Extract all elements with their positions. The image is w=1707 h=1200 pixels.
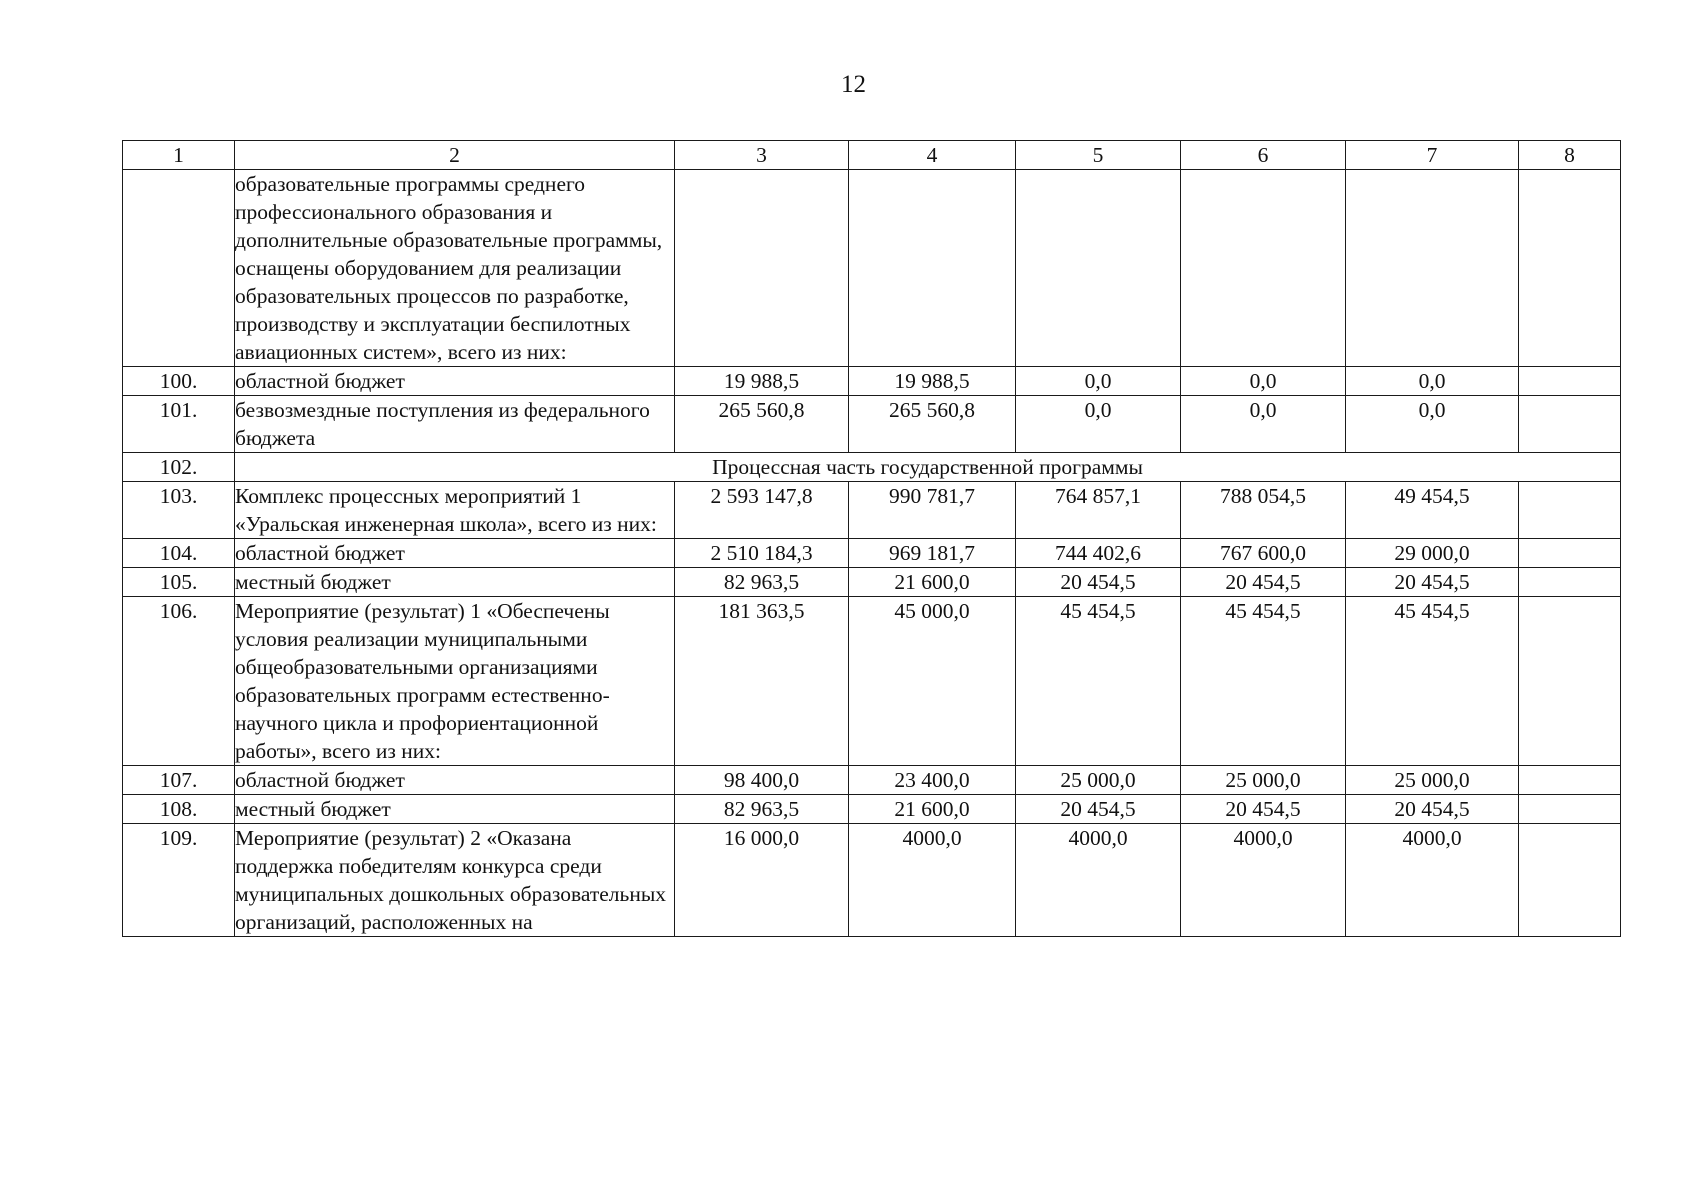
row-description: областной бюджет [235, 539, 675, 568]
value-col-5: 744 402,6 [1016, 539, 1181, 568]
value-col-7: 49 454,5 [1346, 482, 1519, 539]
value-col-6: 4000,0 [1181, 824, 1346, 937]
value-col-4: 19 988,5 [849, 367, 1016, 396]
value-col-3: 98 400,0 [675, 766, 849, 795]
header-col-3: 3 [675, 141, 849, 170]
row-description: Мероприятие (результат) 2 «Оказана поддержка победителям конкурса среди муниципальных дошкольных образовательных организаций, расположенных на [235, 824, 675, 937]
row-description: Мероприятие (результат) 1 «Обеспечены условия реализации муниципальными общеобразовательными организациями образовательных программ естественно-научного цикла и профориентационной работы», всего из них: [235, 597, 675, 766]
row-number: 104. [123, 539, 235, 568]
row-number: 106. [123, 597, 235, 766]
header-col-2: 2 [235, 141, 675, 170]
row-number: 107. [123, 766, 235, 795]
header-col-5: 5 [1016, 141, 1181, 170]
value-col-5: 4000,0 [1016, 824, 1181, 937]
row-description: местный бюджет [235, 795, 675, 824]
table-row [123, 482, 1621, 539]
value-col-8 [1519, 568, 1621, 597]
value-col-8 [1519, 597, 1621, 766]
value-col-8 [1519, 824, 1621, 937]
value-col-5: 0,0 [1016, 367, 1181, 396]
value-col-8 [1519, 766, 1621, 795]
table-row [123, 396, 1621, 453]
value-col-7: 0,0 [1346, 396, 1519, 453]
value-col-4: 21 600,0 [849, 568, 1016, 597]
section-row [123, 453, 1621, 482]
row-number: 105. [123, 568, 235, 597]
table-row [123, 597, 1621, 766]
value-col-6: 767 600,0 [1181, 539, 1346, 568]
value-col-7: 20 454,5 [1346, 568, 1519, 597]
value-col-6: 0,0 [1181, 396, 1346, 453]
value-col-3: 82 963,5 [675, 568, 849, 597]
header-row [123, 141, 1621, 170]
header-col-4: 4 [849, 141, 1016, 170]
value-col-6: 0,0 [1181, 367, 1346, 396]
value-col-6: 20 454,5 [1181, 568, 1346, 597]
page-number: 12 [841, 71, 866, 98]
row-description: безвозмездные поступления из федерального бюджета [235, 396, 675, 453]
row-description: областной бюджет [235, 766, 675, 795]
value-col-5: 764 857,1 [1016, 482, 1181, 539]
value-col-8 [1519, 367, 1621, 396]
value-col-5 [1016, 170, 1181, 367]
table-row [123, 766, 1621, 795]
budget-table [122, 140, 1621, 937]
value-col-8 [1519, 482, 1621, 539]
section-title: Процессная часть государственной программы [235, 453, 1621, 482]
header-col-8: 8 [1519, 141, 1621, 170]
value-col-4: 21 600,0 [849, 795, 1016, 824]
value-col-5: 25 000,0 [1016, 766, 1181, 795]
value-col-3: 265 560,8 [675, 396, 849, 453]
row-number: 103. [123, 482, 235, 539]
row-number [123, 170, 235, 367]
header-col-7: 7 [1346, 141, 1519, 170]
value-col-3: 82 963,5 [675, 795, 849, 824]
value-col-7: 0,0 [1346, 367, 1519, 396]
value-col-3 [675, 170, 849, 367]
value-col-8 [1519, 170, 1621, 367]
value-col-6: 788 054,5 [1181, 482, 1346, 539]
table-row [123, 795, 1621, 824]
row-description: областной бюджет [235, 367, 675, 396]
table-row [123, 367, 1621, 396]
value-col-5: 20 454,5 [1016, 568, 1181, 597]
value-col-3: 16 000,0 [675, 824, 849, 937]
value-col-3: 2 593 147,8 [675, 482, 849, 539]
row-number: 101. [123, 396, 235, 453]
value-col-4: 265 560,8 [849, 396, 1016, 453]
table-row [123, 824, 1621, 937]
row-description: местный бюджет [235, 568, 675, 597]
value-col-6 [1181, 170, 1346, 367]
row-number: 100. [123, 367, 235, 396]
value-col-6: 25 000,0 [1181, 766, 1346, 795]
value-col-4: 990 781,7 [849, 482, 1016, 539]
value-col-8 [1519, 795, 1621, 824]
header-col-6: 6 [1181, 141, 1346, 170]
value-col-7: 4000,0 [1346, 824, 1519, 937]
value-col-4: 23 400,0 [849, 766, 1016, 795]
header-col-1: 1 [123, 141, 235, 170]
value-col-3: 2 510 184,3 [675, 539, 849, 568]
table-row [123, 539, 1621, 568]
value-col-7: 29 000,0 [1346, 539, 1519, 568]
value-col-8 [1519, 396, 1621, 453]
value-col-3: 181 363,5 [675, 597, 849, 766]
value-col-4 [849, 170, 1016, 367]
row-number: 102. [123, 453, 235, 482]
value-col-4: 4000,0 [849, 824, 1016, 937]
value-col-6: 45 454,5 [1181, 597, 1346, 766]
value-col-7: 25 000,0 [1346, 766, 1519, 795]
row-number: 108. [123, 795, 235, 824]
value-col-5: 20 454,5 [1016, 795, 1181, 824]
value-col-5: 45 454,5 [1016, 597, 1181, 766]
value-col-6: 20 454,5 [1181, 795, 1346, 824]
value-col-4: 969 181,7 [849, 539, 1016, 568]
row-description: образовательные программы среднего профессионального образования и дополнительные образовательные программы, оснащены оборудованием для реализации образовательных процессов по разработке, производству и эксплуатации беспилотных авиационных систем», всего из них: [235, 170, 675, 367]
table-row [123, 170, 1621, 367]
value-col-3: 19 988,5 [675, 367, 849, 396]
value-col-8 [1519, 539, 1621, 568]
value-col-7: 20 454,5 [1346, 795, 1519, 824]
value-col-4: 45 000,0 [849, 597, 1016, 766]
value-col-5: 0,0 [1016, 396, 1181, 453]
row-description: Комплекс процессных мероприятий 1 «Уральская инженерная школа», всего из них: [235, 482, 675, 539]
row-number: 109. [123, 824, 235, 937]
value-col-7: 45 454,5 [1346, 597, 1519, 766]
value-col-7 [1346, 170, 1519, 367]
table-row [123, 568, 1621, 597]
